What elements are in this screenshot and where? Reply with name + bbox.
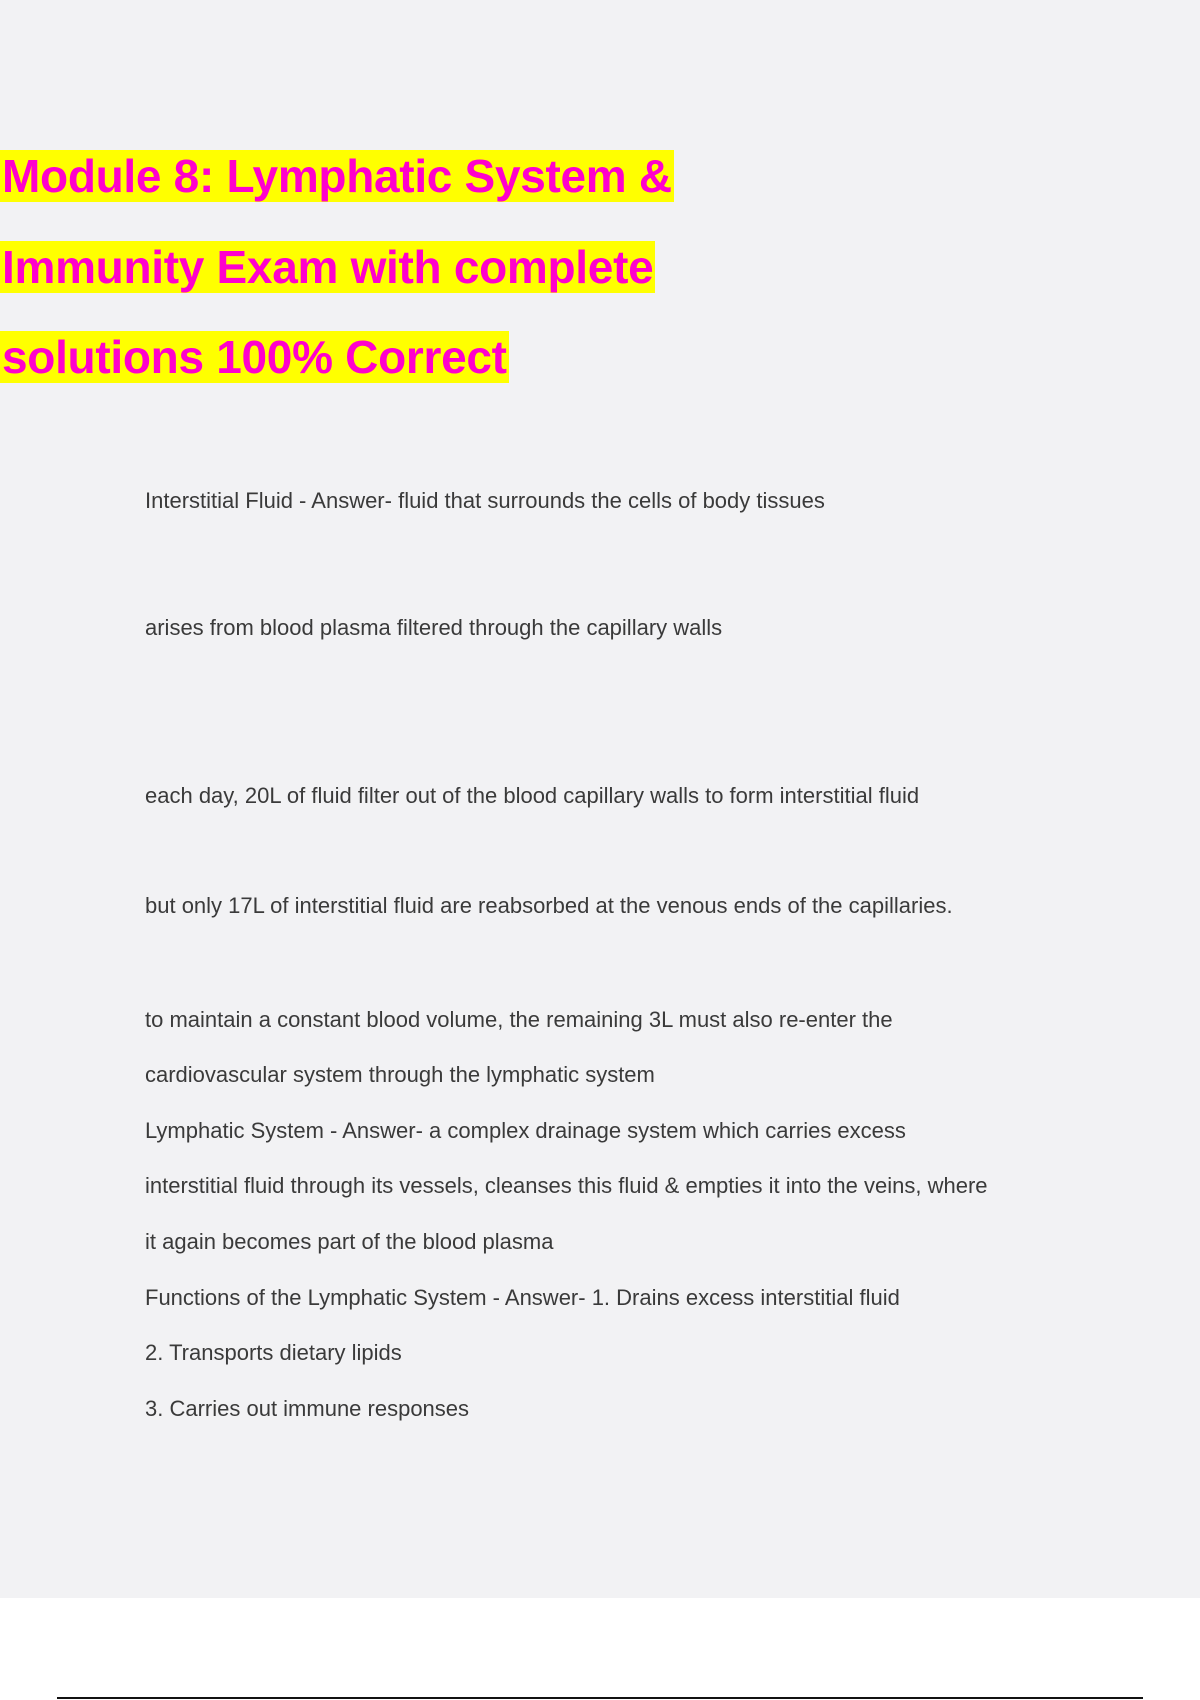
body-line: but only 17L of interstitial fluid are reabsorbed at the venous ends of the capillaries. — [145, 893, 953, 918]
body-line: each day, 20L of fluid filter out of the blood capillary walls to form interstitial fluid — [145, 783, 920, 808]
title-text-2: Immunity Exam with complete — [2, 241, 654, 293]
title-line-1 — [0, 131, 1200, 222]
title-line-2 — [0, 222, 1200, 313]
body-line: Functions of the Lymphatic System - Answer- 1. Drains excess interstitial fluid — [145, 1285, 900, 1310]
body-line: cardiovascular system through the lymphatic system — [145, 1062, 655, 1087]
title-line-3 — [0, 312, 1200, 403]
body-line: arises from blood plasma filtered through the capillary walls — [145, 615, 723, 640]
body-line: Interstitial Fluid - Answer- fluid that surrounds the cells of body tissues — [145, 488, 825, 513]
body-line: Lymphatic System - Answer- a complex drainage system which carries excess — [145, 1118, 906, 1143]
footer-divider — [57, 1697, 1143, 1699]
title-text-3: solutions 100% Correct — [2, 331, 507, 383]
body-line: it again becomes part of the blood plasma — [145, 1229, 554, 1254]
body-line: interstitial fluid through its vessels, cleanses this fluid & empties it into the veins, where — [145, 1173, 988, 1198]
body-line: to maintain a constant blood volume, the remaining 3L must also re-enter the — [145, 1007, 893, 1032]
body-line: 2. Transports dietary lipids — [145, 1340, 402, 1365]
title-text-1: Module 8: Lymphatic System & — [2, 150, 672, 202]
body-line: 3. Carries out immune responses — [145, 1396, 470, 1421]
